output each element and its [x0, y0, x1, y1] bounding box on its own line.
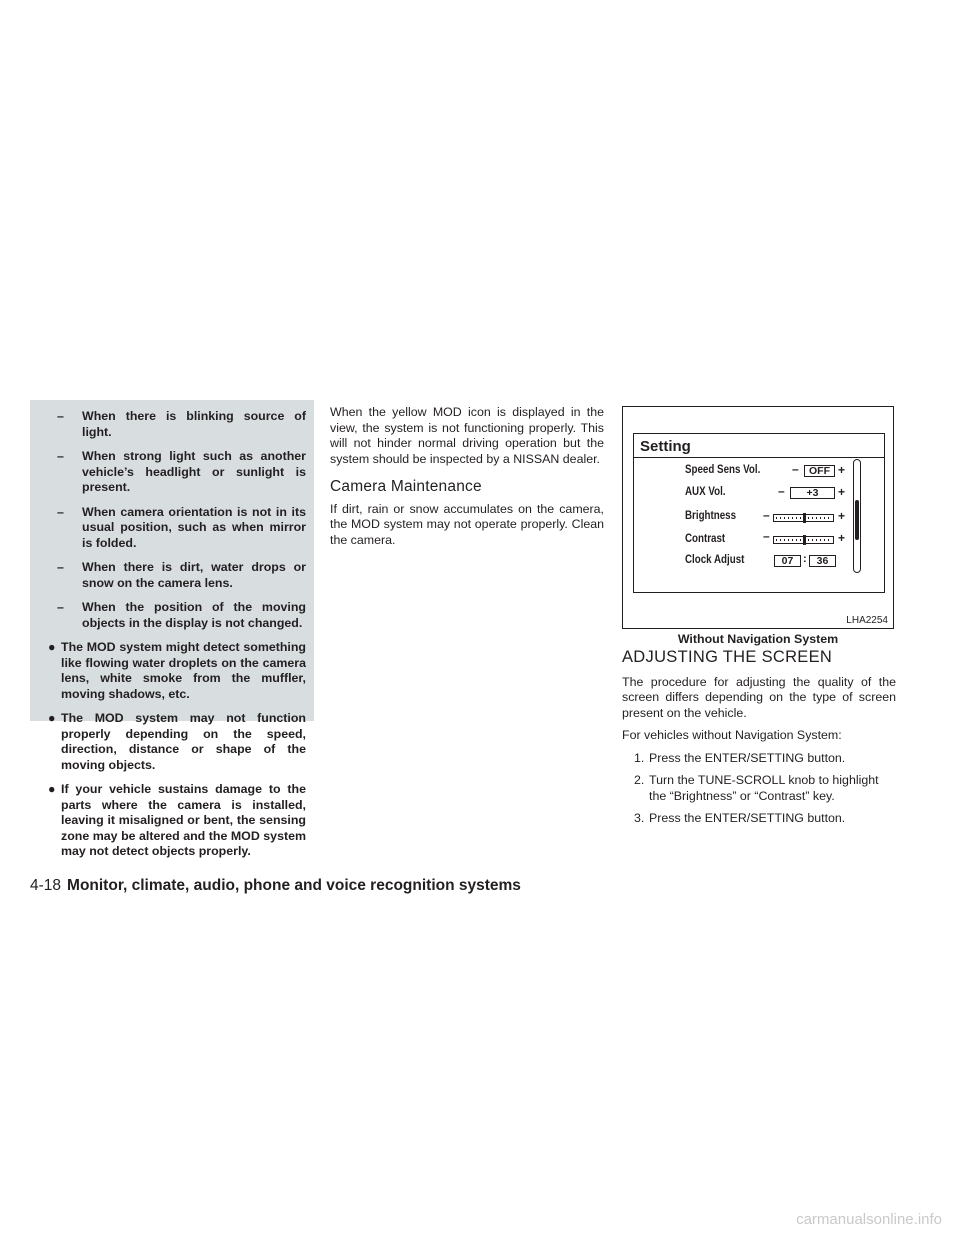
- watermark: carmanualsonline.info: [796, 1211, 942, 1228]
- minus-icon: –: [763, 529, 770, 543]
- figure-caption: Without Navigation System: [677, 632, 839, 646]
- minus-icon: –: [792, 462, 799, 476]
- camera-maintenance-paragraph: If dirt, rain or snow accumulates on the camera, the MOD system may not operate properly. Clean the camera.: [330, 501, 604, 547]
- dash-mark: –: [57, 449, 64, 463]
- mod-icon-paragraph: When the yellow MOD icon is displayed in the view, the system is not functioning properly. This will not hinder normal driving operation but the system should be inspected by a NISSAN dealer.: [330, 405, 604, 466]
- dash-text: When the position of the moving objects in the display is not changed.: [82, 600, 306, 630]
- clock-separator: :: [803, 553, 807, 565]
- dash-mark: –: [57, 409, 64, 423]
- settings-screen: [633, 433, 885, 593]
- figure-code: LHA2254: [846, 615, 888, 626]
- bullet-icon: ●: [48, 711, 56, 725]
- plus-icon: +: [838, 531, 846, 545]
- warning-dash-item: [50, 409, 306, 440]
- brightness-slider: [773, 514, 834, 522]
- step-text: Press the ENTER/SETTING button.: [649, 811, 846, 825]
- middle-column: [330, 405, 604, 548]
- slider-knob: [803, 513, 806, 523]
- camera-maintenance-heading: Camera Maintenance: [330, 478, 482, 495]
- slider-knob: [803, 535, 806, 545]
- dash-text: When there is blinking source of light.: [82, 409, 306, 439]
- screen-divider: [634, 457, 884, 458]
- bullet-icon: ●: [48, 782, 56, 796]
- bullet-icon: ●: [48, 640, 56, 654]
- warning-dash-item: [50, 560, 306, 591]
- warning-dash-item: [50, 505, 306, 552]
- adjusting-intro-paragraph: The procedure for adjusting the quality of the screen differs depending on the type of screen present on the vehicle.: [622, 674, 896, 720]
- warning-bullet-item: [50, 640, 306, 702]
- vehicles-without-nav-paragraph: For vehicles without Navigation System:: [622, 728, 842, 742]
- scrollbar: [853, 459, 861, 573]
- step-text: Turn the TUNE-SCROLL knob to highlight the “Brightness” or “Contrast” key.: [649, 773, 879, 803]
- bullet-text: The MOD system might detect something like flowing water droplets on the camera lens, white smoke from the muffler, moving shadows, etc.: [61, 640, 306, 701]
- warning-dash-item: [50, 600, 306, 631]
- dash-mark: –: [57, 504, 64, 519]
- minus-icon: –: [763, 508, 770, 522]
- plus-icon: +: [838, 463, 846, 477]
- step-number: 1.: [634, 750, 645, 765]
- minus-icon: –: [778, 484, 785, 498]
- screen-title: Setting: [640, 438, 691, 455]
- bullet-text: If your vehicle sustains damage to the parts where the camera is installed, leaving it misaligned or bent, the sensing zone may be altered and the MOD system may not detect objects properly.: [61, 782, 306, 858]
- clock-hour-value: 07: [774, 555, 801, 567]
- page-number: 4-18: [30, 877, 62, 894]
- speed-sens-label: Speed Sens Vol.: [685, 464, 761, 476]
- dash-mark: –: [57, 560, 64, 574]
- right-column: [622, 650, 896, 834]
- dash-text: When there is dirt, water drops or snow on the camera lens.: [82, 560, 306, 590]
- plus-icon: +: [838, 485, 846, 499]
- settings-screen-figure: [622, 406, 894, 629]
- dash-mark: –: [57, 600, 64, 614]
- contrast-label: Contrast: [685, 533, 726, 545]
- plus-icon: +: [838, 509, 846, 523]
- procedure-steps: [622, 751, 896, 827]
- step-item: [622, 773, 896, 804]
- brightness-label: Brightness: [685, 510, 737, 522]
- bullet-text: The MOD system may not function properly depending on the speed, direction, distance or shape of the moving objects.: [61, 711, 306, 772]
- step-item: [622, 751, 896, 767]
- aux-vol-value: +3: [790, 487, 835, 499]
- step-text: Press the ENTER/SETTING button.: [649, 750, 846, 765]
- adjusting-screen-heading: ADJUSTING THE SCREEN: [622, 648, 833, 666]
- warning-content: [50, 409, 306, 869]
- warning-bullet-item: [50, 711, 306, 773]
- warning-box: [30, 400, 314, 858]
- step-number: 3.: [634, 811, 645, 825]
- scrollbar-thumb: [855, 500, 859, 540]
- contrast-slider: [773, 536, 834, 544]
- step-number: 2.: [634, 773, 645, 787]
- speed-sens-value: OFF: [804, 465, 835, 477]
- dash-text: When strong light such as another vehicle’s headlight or sunlight is present.: [82, 449, 306, 494]
- clock-minute-value: 36: [809, 555, 836, 567]
- dash-text: When camera orientation is not in its usual position, such as when mirror is folded.: [82, 504, 306, 550]
- step-item: [622, 811, 896, 827]
- chapter-title: Monitor, climate, audio, phone and voice recognition systems: [67, 877, 521, 894]
- page-footer: [30, 877, 521, 895]
- clock-adjust-label: Clock Adjust: [685, 554, 745, 566]
- warning-dash-item: [50, 449, 306, 496]
- warning-bullet-item: [50, 782, 306, 860]
- aux-vol-label: AUX Vol.: [685, 486, 726, 498]
